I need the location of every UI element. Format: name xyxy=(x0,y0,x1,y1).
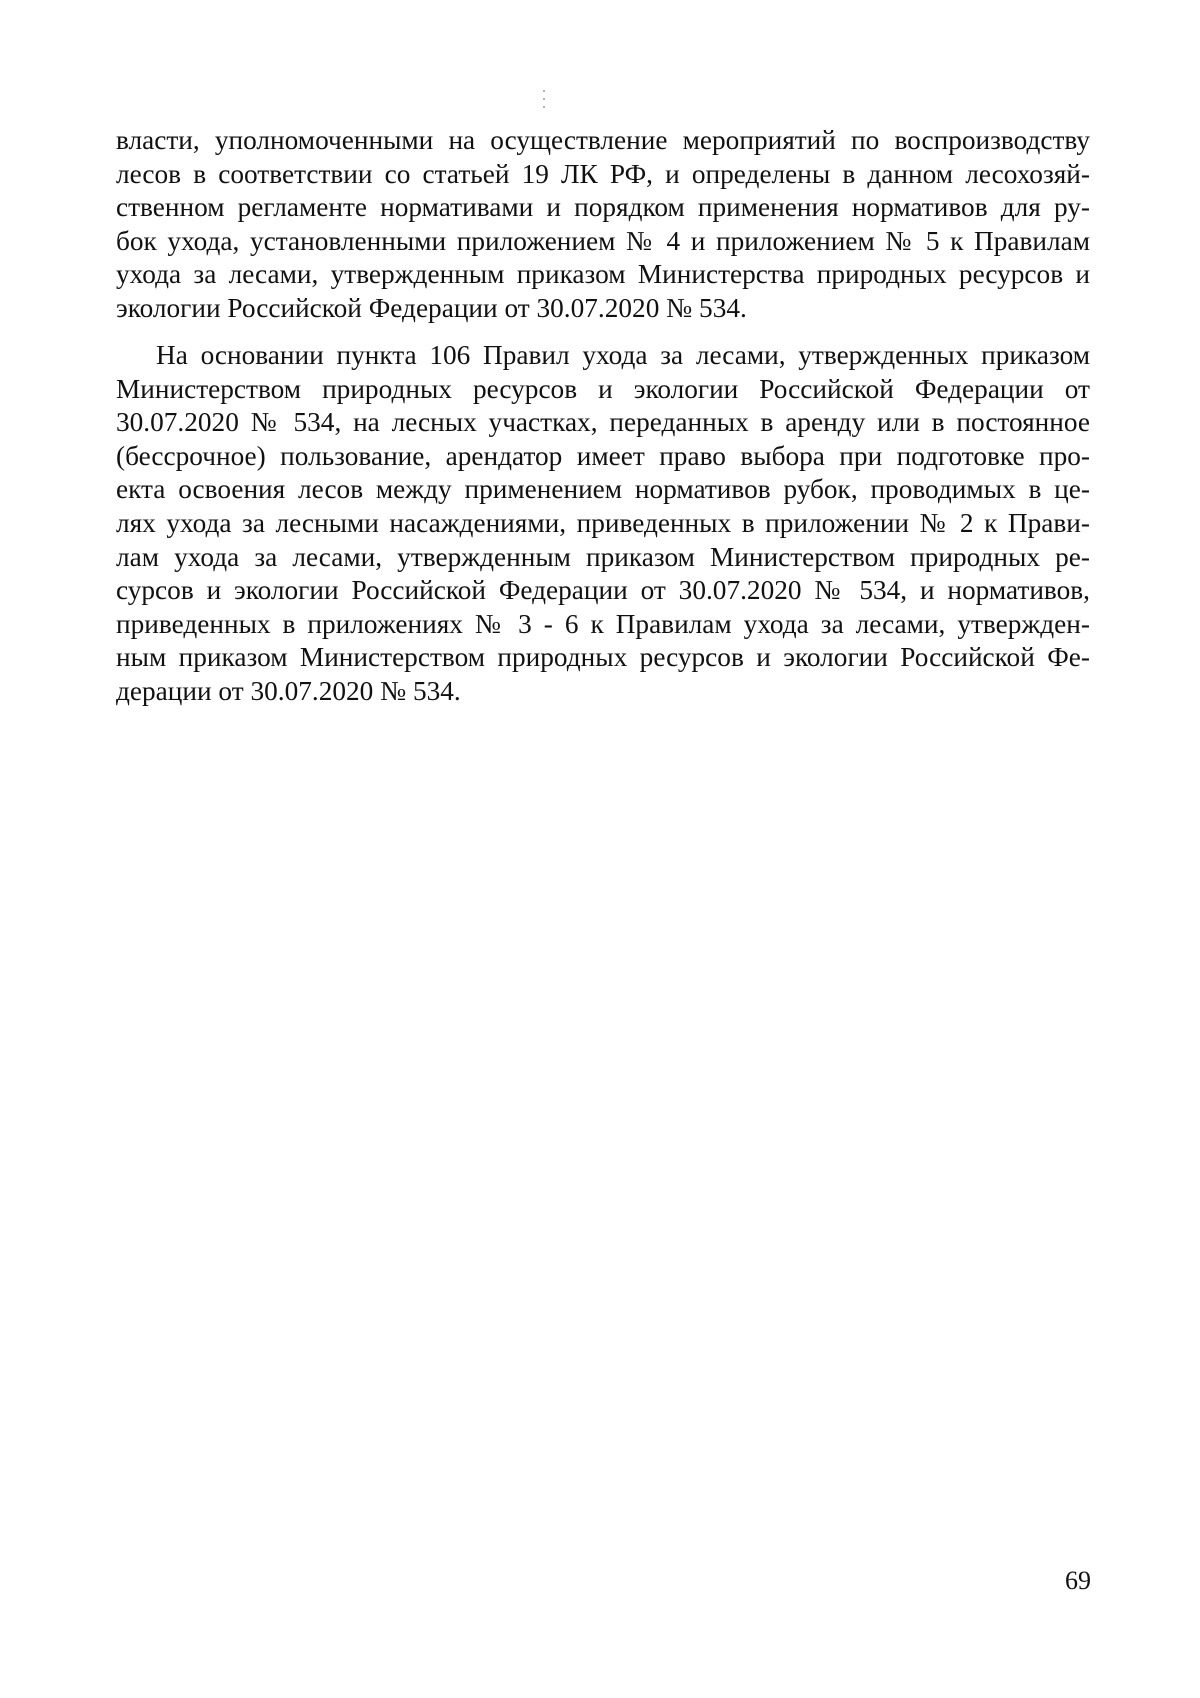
text-line: лам ухода за лесами, утвержденным приказом Министерством природных ре- xyxy=(116,541,1090,572)
text-line: власти, уполномоченными на осуществление мероприятий по воспроизводству xyxy=(116,125,1090,155)
text-line: Министерством природных ресурсов и экологии Российской Федерации от xyxy=(116,373,1090,404)
text-line: приведенных в приложениях № 3 - 6 к Правилам ухода за лесами, утвержден- xyxy=(116,608,1090,639)
text-line: бок ухода, установленными приложением № 4 и приложением № 5 к Правилам xyxy=(116,225,1090,256)
text-line: На основании пункта 106 Правил ухода за лесами, утвержденных приказом xyxy=(156,340,1090,370)
page-number: 69 xyxy=(1065,1566,1091,1595)
scan-artifact xyxy=(543,90,545,108)
text-line: экологии Российской Федерации от 30.07.2020 № 534. xyxy=(116,292,747,323)
paragraph-rules-106 xyxy=(116,339,1090,709)
text-line: дерации от 30.07.2020 № 534. xyxy=(116,675,461,706)
text-line: лях ухода за лесными насаждениями, приведенных в приложении № 2 к Прави- xyxy=(116,507,1090,538)
text-line: ственном регламенте нормативами и порядком применения нормативов для ру- xyxy=(116,192,1090,223)
text-line: ным приказом Министерством природных ресурсов и экологии Российской Фе- xyxy=(116,642,1090,673)
text-line: сурсов и экологии Российской Федерации от 30.07.2020 № 534, и нормативов, xyxy=(116,575,1090,606)
text-line: ухода за лесами, утвержденным приказом Министерства природных ресурсов и xyxy=(116,259,1090,290)
text-line: лесов в соответствии со статьей 19 ЛК РФ, и определены в данном лесохозяй- xyxy=(116,158,1090,189)
text-line: екта освоения лесов между применением нормативов рубок, проводимых в це- xyxy=(116,474,1090,505)
text-line: (бессрочное) пользование, арендатор имеет право выбора при подготовке про- xyxy=(116,440,1090,471)
text-line: 30.07.2020 № 534, на лесных участках, переданных в аренду или в постоянное xyxy=(116,407,1090,438)
paragraph-continuation xyxy=(116,124,1090,326)
